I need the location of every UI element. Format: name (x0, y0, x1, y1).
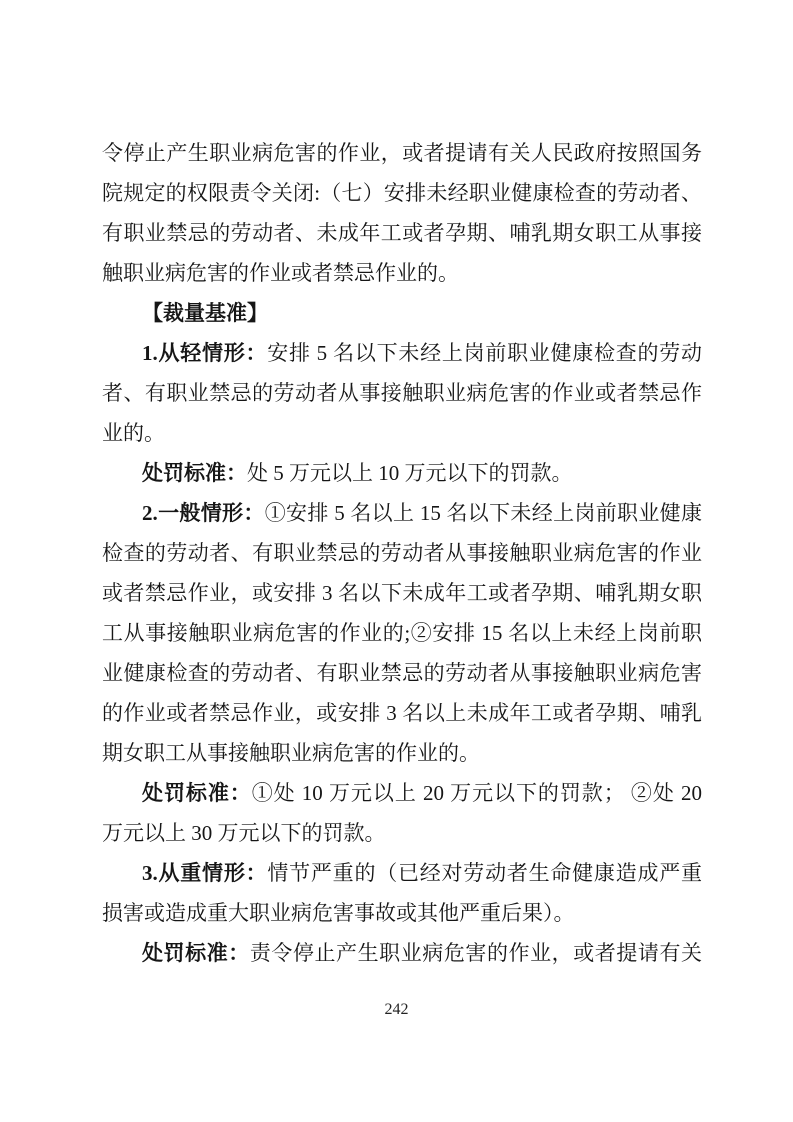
text-line (102, 213, 702, 253)
text-line (102, 253, 702, 293)
line-text: 安排 5 名以下未经上岗前职业健康检查的劳动 (267, 341, 702, 365)
bold-label: 处罚标准： (142, 781, 252, 805)
text-line (102, 133, 702, 173)
text-line (102, 573, 702, 613)
text-line (102, 693, 702, 733)
line-text: 处 5 万元以上 10 万元以下的罚款。 (247, 461, 573, 485)
line-text: 万元以上 30 万元以下的罚款。 (102, 821, 386, 845)
text-line (102, 773, 702, 813)
bold-label: 2.一般情形： (142, 501, 265, 525)
line-text: 业的。 (102, 421, 165, 445)
text-line (102, 333, 702, 373)
line-text: 工从事接触职业病危害的作业的;②安排 15 名以上未经上岗前职 (102, 621, 702, 645)
line-text: 损害或造成重大职业病危害事故或其他严重后果）。 (102, 901, 575, 925)
line-text: 令停止产生职业病危害的作业，或者提请有关人民政府按照国务 (102, 141, 702, 165)
bold-label: 3.从重情形： (142, 861, 268, 885)
page-number: 242 (384, 1001, 409, 1018)
bold-label: 处罚标准： (142, 941, 250, 965)
text-line (102, 373, 702, 413)
text-line (102, 813, 702, 853)
section-heading-line (102, 293, 702, 333)
line-text: 情节严重的（已经对劳动者生命健康造成严重 (267, 861, 702, 885)
bold-label: 1.从轻情形： (142, 341, 268, 365)
line-text: ①安排 5 名以上 15 名以下未经上岗前职业健康 (264, 501, 702, 525)
text-line (102, 893, 702, 933)
text-line (102, 493, 702, 533)
line-text: 期女职工从事接触职业病危害的作业的。 (102, 741, 480, 765)
line-text: 业健康检查的劳动者、有职业禁忌的劳动者从事接触职业病危害 (102, 661, 702, 685)
text-line (102, 653, 702, 693)
text-line (102, 613, 702, 653)
line-text: 的作业或者禁忌作业，或安排 3 名以上未成年工或者孕期、哺乳 (102, 701, 702, 725)
line-text: 院规定的权限责令关闭:（七）安排未经职业健康检查的劳动者、 (102, 181, 702, 205)
text-line (102, 173, 702, 213)
line-text: 检查的劳动者、有职业禁忌的劳动者从事接触职业病危害的作业 (102, 541, 702, 565)
text-line (102, 853, 702, 893)
text-line (102, 413, 702, 453)
page-body-text (102, 133, 702, 973)
line-text: ①处 10 万元以上 20 万元以下的罚款； ②处 20 (251, 781, 702, 805)
line-text: 者、有职业禁忌的劳动者从事接触职业病危害的作业或者禁忌作 (102, 381, 702, 405)
bold-label: 处罚标准： (142, 461, 247, 485)
line-text: 责令停止产生职业病危害的作业，或者提请有关 (249, 941, 702, 965)
line-text: 或者禁忌作业，或安排 3 名以下未成年工或者孕期、哺乳期女职 (102, 581, 702, 605)
section-heading-label: 【裁量基准】 (142, 301, 268, 325)
line-text: 触职业病危害的作业或者禁忌作业的。 (102, 261, 459, 285)
text-line (102, 533, 702, 573)
text-line (102, 933, 702, 973)
text-line (102, 453, 702, 493)
line-text: 有职业禁忌的劳动者、未成年工或者孕期、哺乳期女职工从事接 (102, 221, 702, 245)
text-line (102, 733, 702, 773)
